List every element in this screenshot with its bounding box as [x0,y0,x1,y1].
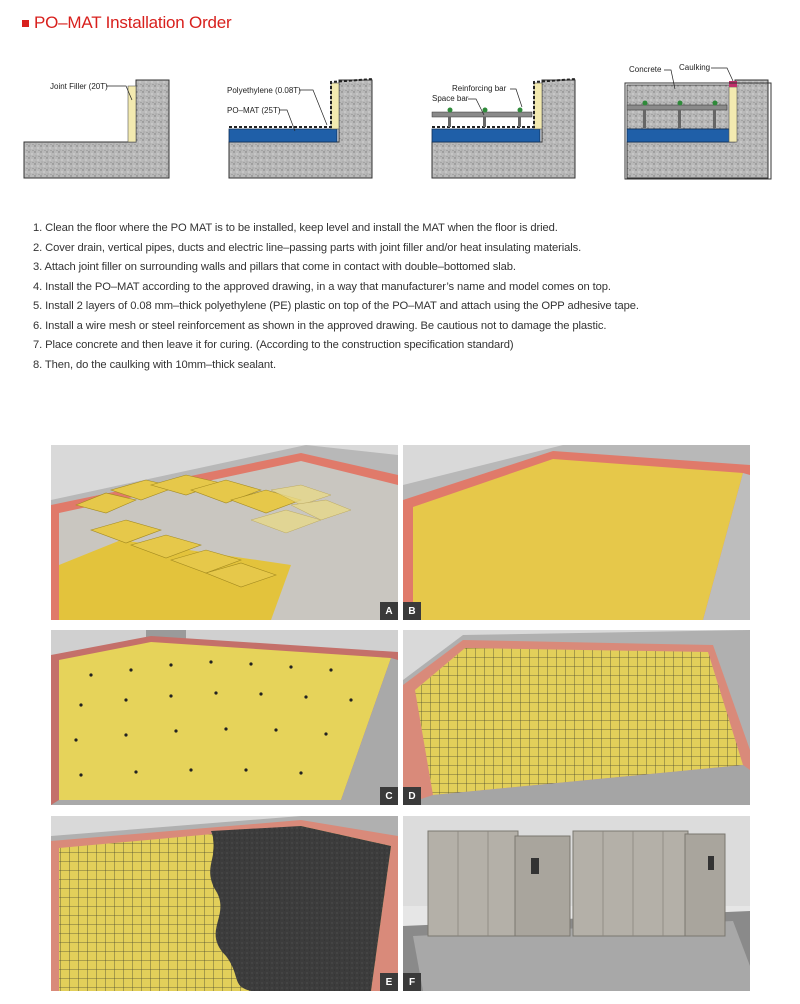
photo-label-badge: A [380,602,398,620]
photo-c-polyethylene-spacers [51,630,398,805]
diagram-pomat [227,55,377,183]
photo-label-badge: B [403,602,421,620]
bullet-square-icon [22,20,29,27]
photo-f-completed-tanks [403,816,750,991]
list-item: 7. Place concrete and then leave it for curing. (According to the construction specification standard) [33,339,514,351]
diagram-reinforcement [430,55,580,183]
page-title [22,13,232,33]
list-item: 2. Cover drain, vertical pipes, ducts and electric line–passing parts with joint filler and/or heat insulating materials. [33,241,582,254]
joint-filler-shape [128,86,136,142]
photo-label-badge: E [380,973,398,991]
photo-d-wire-mesh [403,630,750,805]
photo-e-placing-concrete [51,816,398,991]
tank-right [573,831,688,936]
polyethylene-label: Polyethylene (0.08T) [227,86,301,95]
list-item: 4. Install the PO–MAT according to the approved drawing, in a way that manufacturer’s name and model comes on top. [33,280,611,293]
concrete-label: Concrete [629,65,662,74]
diagram-joint-filler [22,55,172,183]
list-item: 5. Install 2 layers of 0.08 mm–thick polyethylene (PE) plastic on top of the PO–MAT and attach using the OPP adhesive tape. [33,300,639,312]
photo-b-mat-installed [403,445,750,620]
list-item: 8. Then, do the caulking with 10mm–thick sealant. [33,358,277,371]
page-title-text: PO–MAT Installation Order [34,13,232,32]
concrete-fill [210,826,391,991]
diagram-concrete-caulking [623,55,773,183]
reinforcing-bar-label: Reinforcing bar [452,84,507,93]
photo-label-badge: D [403,787,421,805]
caulking-shape [729,81,737,87]
photo-a-placing-mats [51,445,398,620]
list-item: 3. Attach joint filler on surrounding walls and pillars that come in contact with double–bottomed slab. [33,261,516,273]
pomat-label: PO–MAT (25T) [227,106,281,115]
photo-label-badge: F [403,973,421,991]
caulking-label: Caulking [679,63,711,72]
pomat-layer [229,129,337,142]
list-item: 1. Clean the floor where the PO MAT is to be installed, keep level and install the MAT when the floor is dried. [33,222,558,234]
joint-filler-label: Joint Filler (20T) [50,82,108,91]
tank-left [428,831,518,936]
polyethylene-surface [59,642,391,800]
reinforcing-bar-shape [432,112,532,117]
list-item: 6. Install a wire mesh or steel reinforcement as shown in the approved drawing. Be cautious not to damage the plastic. [33,319,607,332]
space-bar-label: Space bar [432,94,469,103]
installation-steps-list [33,219,639,375]
photo-label-badge: C [380,787,398,805]
